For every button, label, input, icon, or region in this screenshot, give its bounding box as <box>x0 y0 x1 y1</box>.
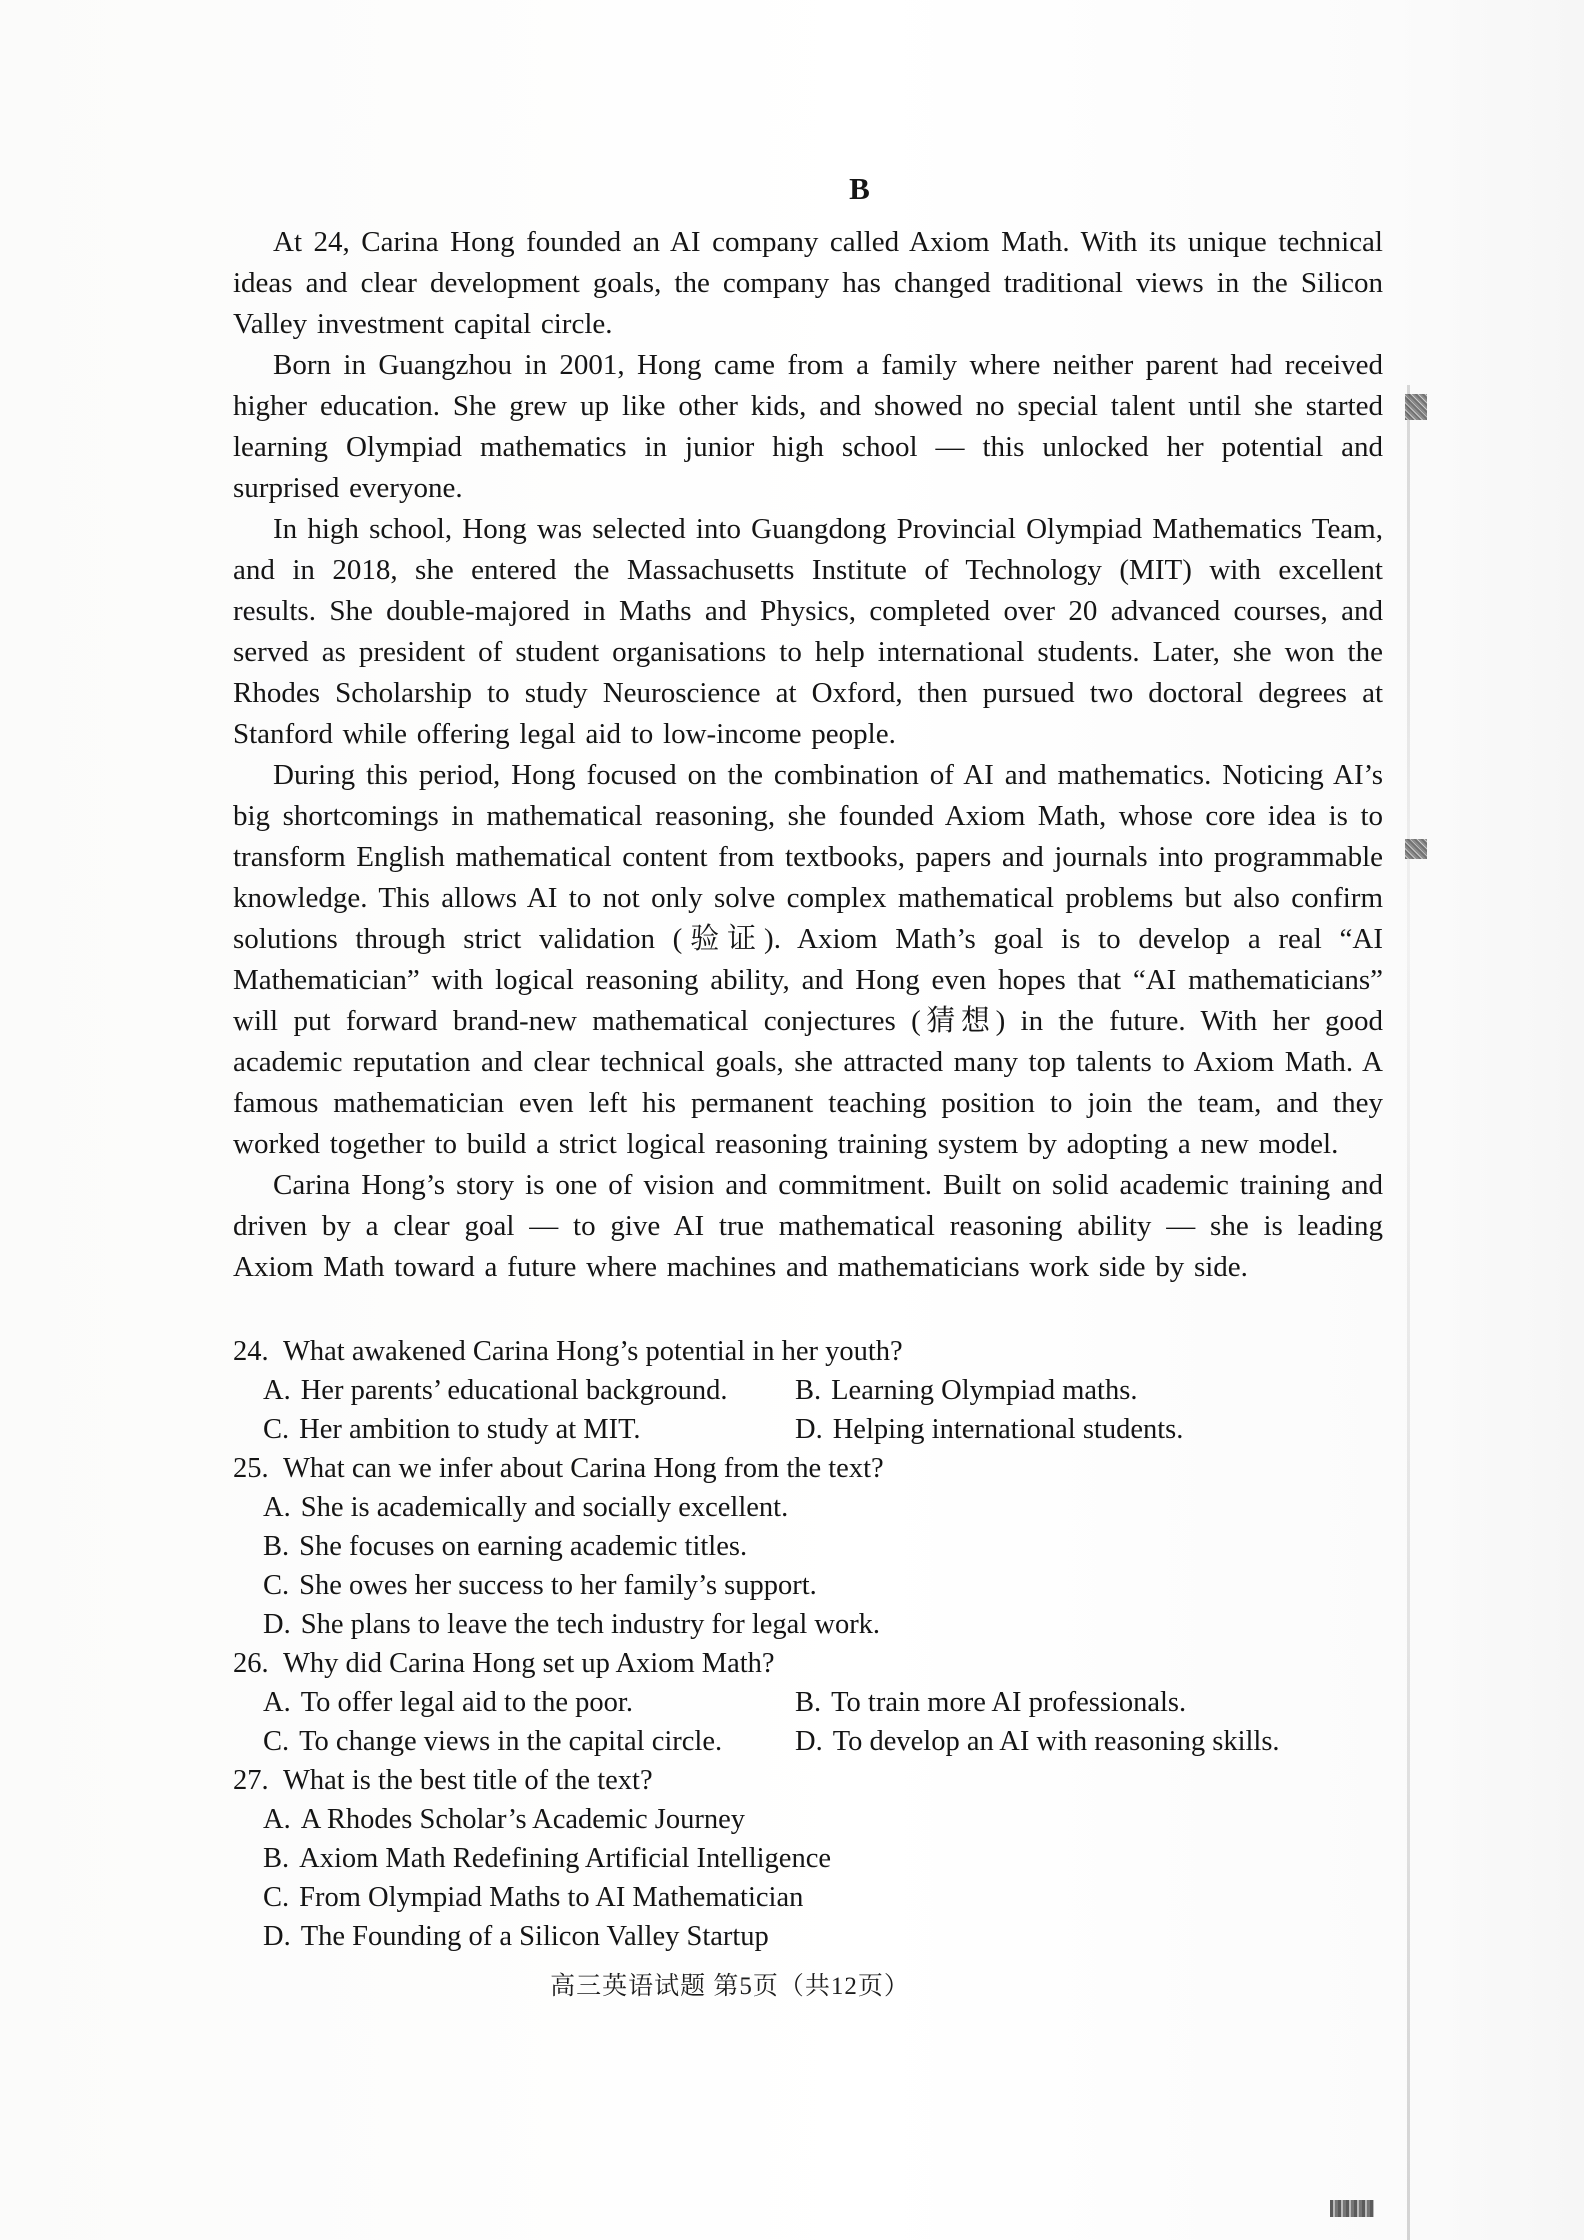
option-26-c <box>263 1722 795 1761</box>
options-group <box>263 1683 1383 1761</box>
scan-artifact <box>1405 394 1427 420</box>
question-26 <box>233 1644 1383 1761</box>
question-stem <box>233 1761 1383 1800</box>
question-text: What is the best title of the text? <box>283 1765 653 1796</box>
option-text: To change views in the capital circle. <box>299 1726 723 1757</box>
question-text: What awakened Carina Hong’s potential in her youth? <box>283 1336 903 1367</box>
option-label: C. <box>263 1726 290 1757</box>
reading-passage <box>233 222 1383 1288</box>
option-text: Axiom Math Redefining Artificial Intelligence <box>299 1843 831 1874</box>
option-25-c <box>263 1566 1383 1605</box>
option-text: From Olympiad Maths to AI Mathematician <box>299 1882 804 1913</box>
options-group <box>263 1488 1383 1644</box>
question-24 <box>233 1332 1383 1449</box>
question-number: 25. <box>233 1453 269 1484</box>
questions-section <box>233 1332 1383 1956</box>
passage-paragraph: In high school, Hong was selected into Guangdong Provincial Olympiad Mathematics Team, and in 2018, she entered the Massachusetts Institute of Technology (MIT) with excellent results. She double-majored in Maths and Physics, completed over 20 advanced courses, and served as president of student organisations to help international students. Later, she won the Rhodes Scholarship to study Neuroscience at Oxford, then pursued two doctoral degrees at Stanford while offering legal aid to low-income people. <box>233 513 1383 750</box>
option-text: The Founding of a Silicon Valley Startup <box>300 1921 769 1952</box>
option-text: Her ambition to study at MIT. <box>299 1414 641 1445</box>
options-group <box>263 1800 1383 1956</box>
option-26-a <box>263 1683 795 1722</box>
option-text: Helping international students. <box>832 1414 1184 1445</box>
option-text: To offer legal aid to the poor. <box>300 1687 633 1718</box>
option-label: A. <box>263 1804 291 1835</box>
question-stem <box>233 1332 1383 1371</box>
option-27-b <box>263 1839 1383 1878</box>
question-number: 26. <box>233 1648 269 1679</box>
scan-artifact <box>1405 839 1427 859</box>
option-27-a <box>263 1800 1383 1839</box>
option-label: C. <box>263 1570 290 1601</box>
option-25-a <box>263 1488 1383 1527</box>
option-text: She plans to leave the tech industry for legal work. <box>300 1609 881 1640</box>
scan-artifact <box>1330 2200 1374 2217</box>
option-27-c <box>263 1878 1383 1917</box>
options-group <box>263 1371 1383 1449</box>
option-27-d <box>263 1917 1383 1956</box>
question-number: 27. <box>233 1765 269 1796</box>
question-25 <box>233 1449 1383 1644</box>
option-text: To train more AI professionals. <box>831 1687 1187 1718</box>
option-26-b <box>795 1683 1383 1722</box>
option-label: B. <box>263 1843 290 1874</box>
question-27 <box>233 1761 1383 1956</box>
option-label: C. <box>263 1882 290 1913</box>
option-label: D. <box>263 1921 291 1952</box>
option-text: She owes her success to her family’s support. <box>299 1570 817 1601</box>
scan-edge-line <box>1407 385 1410 2240</box>
option-text: Her parents’ educational background. <box>300 1375 728 1406</box>
option-label: A. <box>263 1687 291 1718</box>
option-text: She is academically and socially excellent. <box>300 1492 789 1523</box>
page-footer: 高三英语试题 第5页（共12页） <box>550 1973 910 2000</box>
question-stem <box>233 1644 1383 1683</box>
passage-paragraph: Carina Hong’s story is one of vision and commitment. Built on solid academic training and driven by a clear goal — to give AI true mathematical reasoning ability — she is leading Axiom Math toward a future where machines and mathematicians work side by side. <box>233 1169 1383 1283</box>
option-label: A. <box>263 1492 291 1523</box>
option-label: B. <box>795 1687 822 1718</box>
option-24-a <box>263 1371 795 1410</box>
question-text: What can we infer about Carina Hong from the text? <box>283 1453 884 1484</box>
option-24-b <box>795 1371 1383 1410</box>
option-label: A. <box>263 1375 291 1406</box>
passage-paragraph: Born in Guangzhou in 2001, Hong came from a family where neither parent had received higher education. She grew up like other kids, and showed no special talent until she started learning Olympiad mathematics in junior high school — this unlocked her potential and surprised everyone. <box>233 349 1383 504</box>
option-label: B. <box>263 1531 290 1562</box>
option-label: C. <box>263 1414 290 1445</box>
option-25-b <box>263 1527 1383 1566</box>
passage-paragraph: During this period, Hong focused on the combination of AI and mathematics. Noticing AI’s big shortcomings in mathematical reasoning, she founded Axiom Math, whose core idea is to transform English mathematical content from textbooks, papers and journals into programmable knowledge. This allows AI to not only solve complex mathematical problems but also confirm solutions through strict validation (验证). Axiom Math’s goal is to develop a real “AI Mathematician” with logical reasoning ability, and Hong even hopes that “AI mathematicians” will put forward brand-new mathematical conjectures (猜想) in the future. With her good academic reputation and clear technical goals, she attracted many top talents to Axiom Math. A famous mathematician even left his permanent teaching position to join the team, and they worked together to build a strict logical reasoning training system by adopting a new model. <box>233 759 1383 1160</box>
option-25-d <box>263 1605 1383 1644</box>
question-stem <box>233 1449 1383 1488</box>
option-text: A Rhodes Scholar’s Academic Journey <box>300 1804 746 1835</box>
option-24-c <box>263 1410 795 1449</box>
option-26-d <box>795 1722 1383 1761</box>
question-number: 24. <box>233 1336 269 1367</box>
option-label: D. <box>795 1414 823 1445</box>
option-label: B. <box>795 1375 822 1406</box>
option-text: To develop an AI with reasoning skills. <box>832 1726 1280 1757</box>
option-text: She focuses on earning academic titles. <box>299 1531 748 1562</box>
option-24-d <box>795 1410 1383 1449</box>
option-label: D. <box>795 1726 823 1757</box>
option-text: Learning Olympiad maths. <box>831 1375 1138 1406</box>
page-content <box>233 168 1383 1956</box>
question-text: Why did Carina Hong set up Axiom Math? <box>283 1648 775 1679</box>
passage-paragraph: At 24, Carina Hong founded an AI company called Axiom Math. With its unique technical ideas and clear development goals, the company has changed traditional views in the Silicon Valley investment capital circle. <box>233 226 1383 340</box>
option-label: D. <box>263 1609 291 1640</box>
section-label: B <box>849 171 871 206</box>
